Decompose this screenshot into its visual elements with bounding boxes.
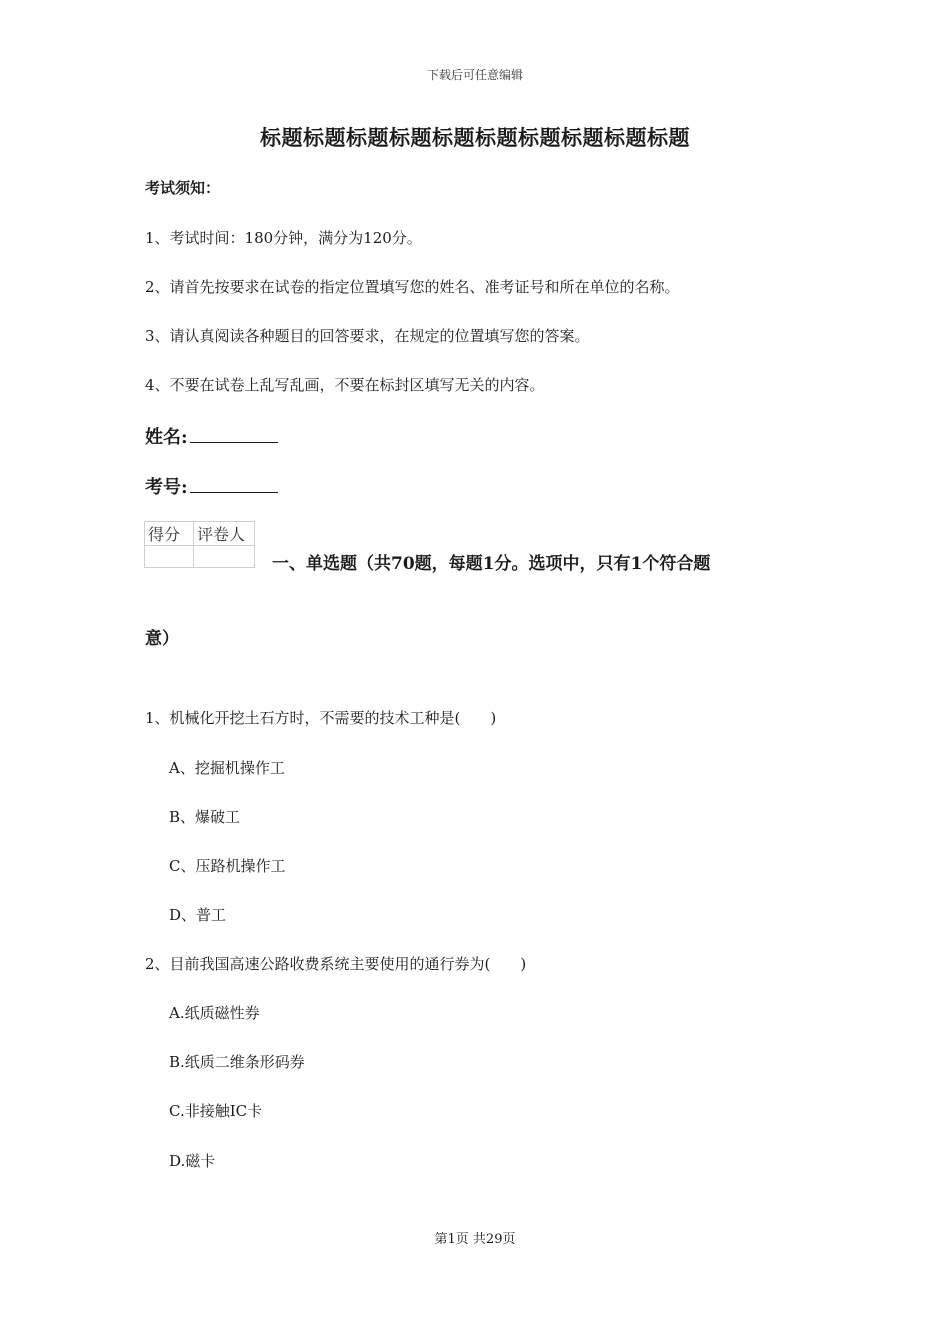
question-1-option-a: A、挖掘机操作工 — [169, 759, 285, 777]
instruction-item-1: 1、考试时间：180分钟，满分为120分。 — [145, 229, 422, 247]
name-blank[interactable] — [190, 424, 278, 443]
question-1-option-d: D、普工 — [169, 906, 227, 924]
question-1-option-c: C、压路机操作工 — [169, 857, 286, 875]
name-field — [145, 423, 278, 449]
question-2: 2、目前我国高速公路收费系统主要使用的通行券为( ) — [145, 955, 527, 973]
section-heading: 一、单选题（共70题，每题1分。选项中，只有1个符合题 — [272, 554, 711, 574]
question-2-option-b: B.纸质二维条形码券 — [169, 1053, 305, 1071]
header-note: 下载后可任意编辑 — [426, 68, 523, 82]
grader-cell — [194, 546, 255, 568]
instructions-heading: 考试须知： — [145, 179, 221, 197]
instruction-item-2: 2、请首先按要求在试卷的指定位置填写您的姓名、准考证号和所在单位的名称。 — [145, 278, 680, 296]
id-field — [145, 473, 278, 499]
question-2-option-d: D.磁卡 — [169, 1152, 216, 1170]
page-footer: 第1页 共29页 — [434, 1232, 516, 1247]
question-2-option-c: C.非接触IC卡 — [169, 1102, 263, 1120]
name-label: 姓名: — [145, 427, 188, 448]
instruction-item-3: 3、请认真阅读各种题目的回答要求，在规定的位置填写您的答案。 — [145, 327, 590, 345]
page-title: 标题标题标题标题标题标题标题标题标题标题 — [260, 125, 690, 150]
score-cell — [145, 546, 194, 568]
question-1-option-b: B、爆破工 — [169, 808, 241, 826]
instruction-item-4: 4、不要在试卷上乱写乱画，不要在标封区填写无关的内容。 — [145, 376, 545, 394]
id-blank[interactable] — [190, 474, 278, 493]
section-heading-continued: 意） — [145, 629, 179, 649]
id-label: 考号: — [145, 477, 188, 498]
score-header: 得分 — [145, 522, 194, 546]
score-table — [144, 521, 255, 568]
question-1: 1、机械化开挖土石方时，不需要的技术工种是( ) — [145, 709, 497, 727]
question-2-option-a: A.纸质磁性券 — [169, 1004, 260, 1022]
grader-header: 评卷人 — [194, 522, 255, 546]
score-table-blank-row — [145, 546, 255, 568]
score-table-header-row — [145, 522, 255, 546]
